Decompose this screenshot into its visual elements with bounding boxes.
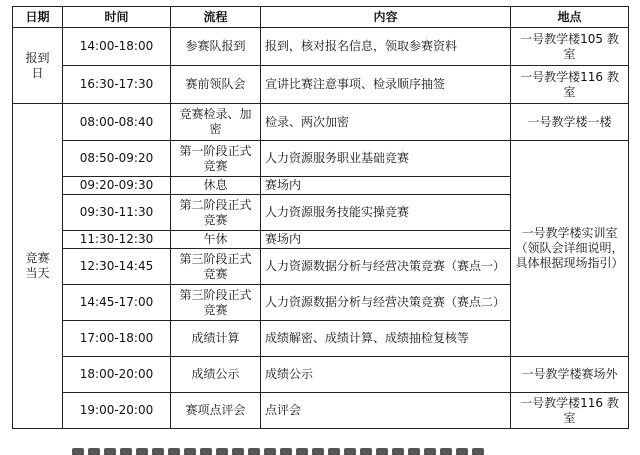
time-cell: 18:00-20:00 (63, 357, 171, 393)
process-cell: 第一阶段正式竞赛 (171, 141, 261, 177)
time-cell: 17:00-18:00 (63, 321, 171, 357)
process-cell: 午休 (171, 231, 261, 249)
cropped-text-line (72, 448, 492, 455)
content-cell: 成绩公示 (261, 357, 511, 393)
time-cell: 12:30-14:45 (63, 249, 171, 285)
content-cell: 人力资源数据分析与经营决策竞赛（赛点二） (261, 285, 511, 321)
content-cell: 赛场内 (261, 231, 511, 249)
schedule-table (12, 6, 629, 429)
time-cell: 14:00-18:00 (63, 28, 171, 66)
location-cell: 一号教学楼赛场外 (511, 357, 629, 393)
location-cell-merged: 一号教学楼实训室（领队会详细说明，具体根据现场指引） (511, 141, 629, 357)
content-cell: 点评会 (261, 393, 511, 429)
header-content: 内容 (261, 7, 511, 28)
process-cell: 赛前领队会 (171, 66, 261, 104)
time-cell: 08:50-09:20 (63, 141, 171, 177)
location-cell: 一号教学楼116 教室 (511, 393, 629, 429)
table-row (13, 393, 629, 429)
table-row (13, 141, 629, 177)
time-cell: 09:30-11:30 (63, 195, 171, 231)
content-cell: 人力资源服务职业基础竞赛 (261, 141, 511, 177)
process-cell: 成绩公示 (171, 357, 261, 393)
process-cell: 第三阶段正式竞赛 (171, 249, 261, 285)
process-cell: 竞赛检录、加密 (171, 104, 261, 141)
header-time: 时间 (63, 7, 171, 28)
process-cell: 第三阶段正式竞赛 (171, 285, 261, 321)
process-cell: 休息 (171, 177, 261, 195)
table-row (13, 28, 629, 66)
content-cell: 赛场内 (261, 177, 511, 195)
content-cell: 人力资源数据分析与经营决策竞赛（赛点一） (261, 249, 511, 285)
time-cell: 19:00-20:00 (63, 393, 171, 429)
time-cell: 16:30-17:30 (63, 66, 171, 104)
time-cell: 14:45-17:00 (63, 285, 171, 321)
process-cell: 第二阶段正式竞赛 (171, 195, 261, 231)
table-row (13, 66, 629, 104)
content-cell: 宣讲比赛注意事项、检录顺序抽签 (261, 66, 511, 104)
header-location: 地点 (511, 7, 629, 28)
content-cell: 检录、两次加密 (261, 104, 511, 141)
time-cell: 11:30-12:30 (63, 231, 171, 249)
content-cell: 人力资源服务技能实操竞赛 (261, 195, 511, 231)
location-cell: 一号教学楼116 教室 (511, 66, 629, 104)
header-row (13, 7, 629, 28)
process-cell: 参赛队报到 (171, 28, 261, 66)
day-cell-competition: 竞赛当天 (13, 104, 63, 429)
process-cell: 成绩计算 (171, 321, 261, 357)
table-row (13, 357, 629, 393)
content-cell: 报到，核对报名信息，领取参赛资料 (261, 28, 511, 66)
header-process: 流程 (171, 7, 261, 28)
table-row (13, 104, 629, 141)
process-cell: 赛项点评会 (171, 393, 261, 429)
header-date: 日期 (13, 7, 63, 28)
time-cell: 09:20-09:30 (63, 177, 171, 195)
content-cell: 成绩解密、成绩计算、成绩抽检复核等 (261, 321, 511, 357)
location-cell: 一号教学楼105 教室 (511, 28, 629, 66)
location-cell: 一号教学楼一楼 (511, 104, 629, 141)
time-cell: 08:00-08:40 (63, 104, 171, 141)
day-cell-registration: 报到日 (13, 28, 63, 104)
